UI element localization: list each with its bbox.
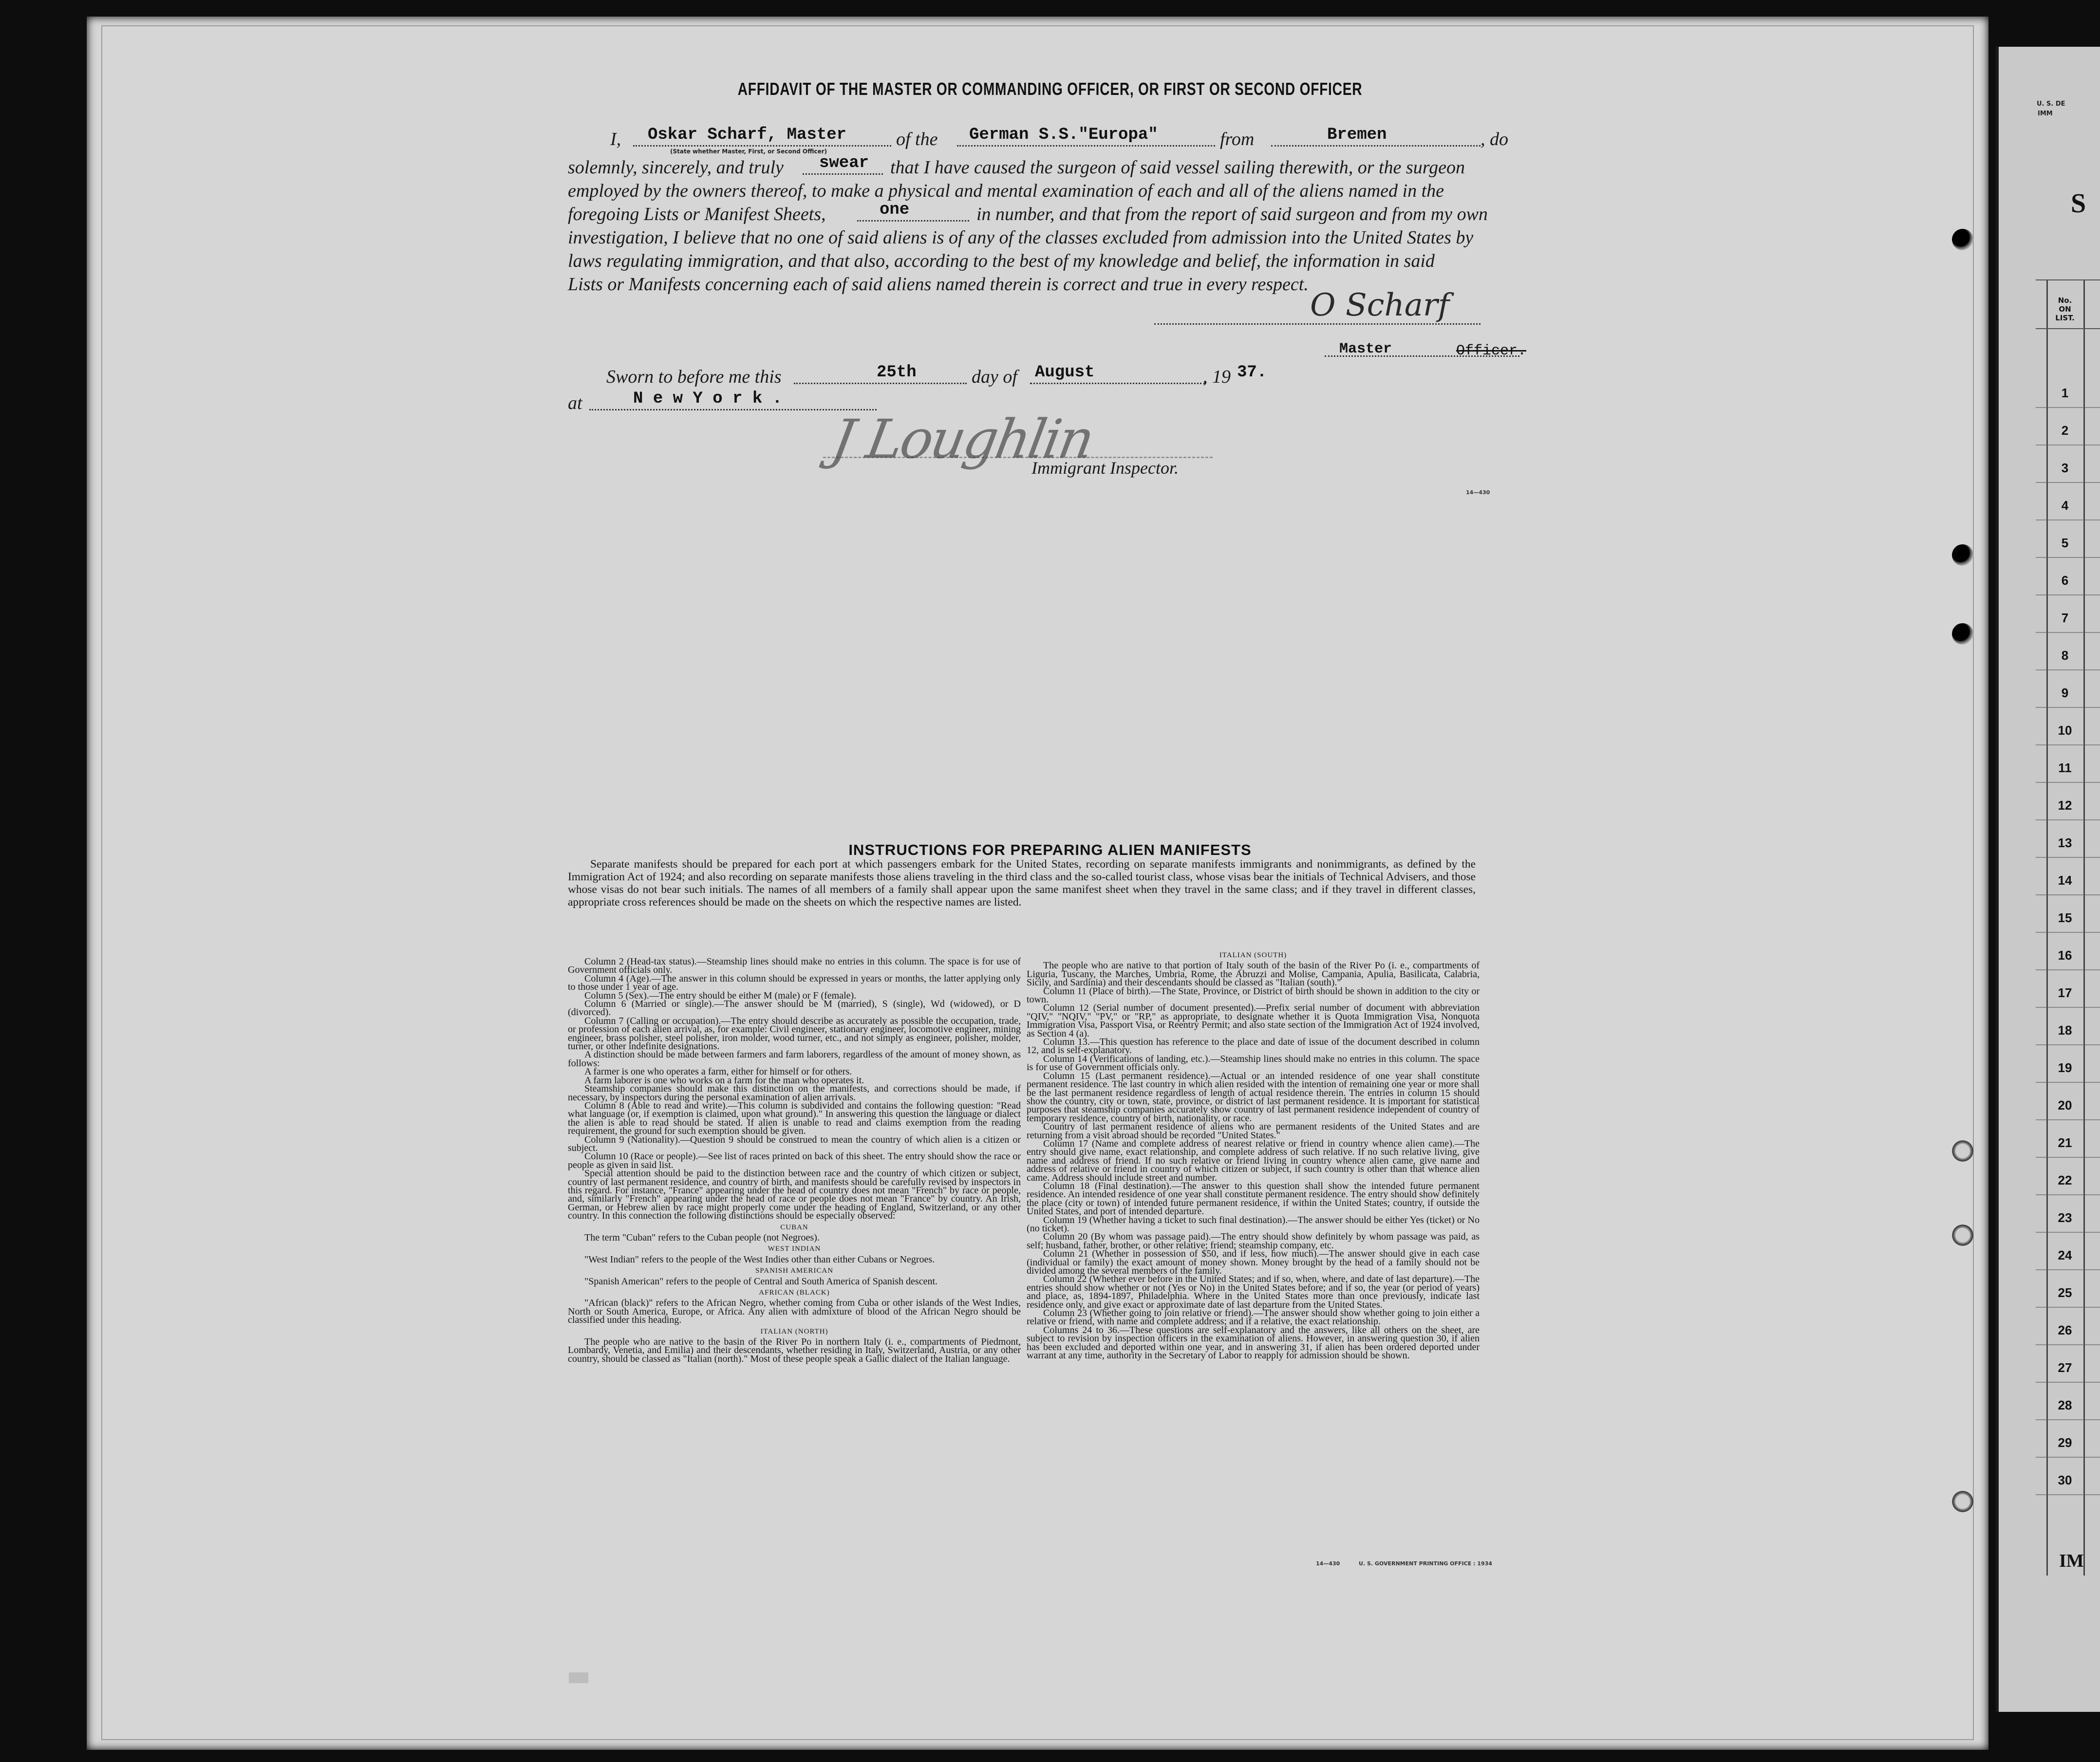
instruction-paragraph: The people who are native to the basin of the River Po in northern Italy (i. e., compartments of Piedmont, Lombardy, Venetia, and Emilia) and their descendants, whether residing in Italy, Switzerland, Austria, or any other country, should be classed as "Italian (north)." Most of these people speak a Gallic dialect of the Italian language. [568, 1336, 1021, 1364]
instruction-paragraph: Column 4 (Age).—The answer in this column should be expressed in years or months, the latter applying only to those under 1 year of age. [568, 973, 1021, 993]
affidavit-title: AFFIDAVIT OF THE MASTER OR COMMANDING OFFICER, OR FIRST OR SECOND OFFICER [737, 79, 1363, 99]
oath-line-2-pre: solemnly, sincerely, and truly [568, 157, 784, 178]
side-row-rule [2036, 1044, 2100, 1045]
affiant-name-line [633, 145, 891, 147]
side-row-number: 30 [2058, 1473, 2072, 1487]
side-row-number: 8 [2061, 648, 2069, 663]
side-column-header [2046, 296, 2083, 322]
oath-line-3: employed by the owners thereof, to make a physical and mental examination of each and all of the aliens named in the [568, 181, 1444, 201]
binder-hole [1952, 1224, 1973, 1246]
instruction-paragraph: A distinction should be made between farmers and farm laborers, regardless of the amount of money shown, as follows: [568, 1049, 1021, 1069]
side-row-number: 18 [2058, 1023, 2072, 1038]
side-row-number: 1 [2061, 386, 2069, 400]
binder-hole [1952, 1491, 1973, 1512]
side-row-rule [2036, 669, 2100, 670]
sworn-day: 25th [877, 363, 917, 382]
instruction-paragraph: Column 17 (Name and complete address of nearest relative or friend in country whence alien came).—The entry should give name, exact relationship, and complete address of such relative. If no such relative living, give name and address of friend. If no such relative or friend living in country whence alien came, give name and address of relative or friend in country of which citizen or subject, if such country is other than that whence alien came. Address should include street and number. [1027, 1138, 1480, 1183]
side-row-rule [2036, 1007, 2100, 1008]
instruction-paragraph: Column 15 (Last permanent residence).—Actual or an intended residence of one year shall constitute permanent residence. The last country in which alien resided with the intention of remaining one year or more shall be the last permanent residence regardless of length of actual residence therein. The entries in column 15 should show the country, city or town, state, province, or district of last permanent residence. It is important for statistical purposes that steamship companies accurately show country of last permanent residence independent of country of temporary residence, country of birth, nationality, or race. [1027, 1070, 1480, 1124]
side-row-number: 17 [2058, 985, 2072, 1000]
side-row-number: 14 [2058, 873, 2072, 888]
side-row-number: 10 [2058, 723, 2072, 738]
side-row-number: 9 [2061, 686, 2069, 700]
instruction-paragraph: Column 8 (Able to read and write).—This column is subdivided and contains the following question: "Read what language (or, if exemption is claimed, upon what ground)." In answering this question the language or dialect the alien is able to read should be stated. If alien is unable to read and claims exemption from the reading requirement, the ground for such exemption should be given. [568, 1100, 1021, 1137]
side-big-letter: S [2071, 188, 2086, 219]
side-row-number: 16 [2058, 948, 2072, 963]
instruction-paragraph: Steamship companies should make this distinction on the manifests, and corrections should be made, if necessary, by inspectors during the personal examination of alien arrivals. [568, 1083, 1021, 1103]
section-heading: WEST INDIAN [768, 1245, 821, 1253]
instruction-paragraph: The people who are native to that portion of Italy south of the basin of the River Po (i. e., compartments of Liguria, Tuscany, the Marches, Umbria, Rome, the Abruzzi and Molise, Campania, Apulia, Basilicata, Calabria, Sicily, and Sardinia) and their descendants should be classed as "Italian (south)." [1027, 960, 1480, 988]
sworn-place: N e w Y o r k . [633, 389, 783, 408]
of-the-label: of the [896, 129, 938, 149]
instruction-paragraph: Column 6 (Married or single).—The answer should be M (married), S (single), Wd (widowed), or D (divorced). [568, 999, 1021, 1018]
instruction-paragraph: Column 13.—This question has reference to the place and date of issue of the document described in column 12, and is self-explanatory. [1027, 1037, 1480, 1056]
side-row-number: 25 [2058, 1285, 2072, 1300]
side-footer-text: IM [2059, 1551, 2084, 1571]
side-row-number: 11 [2058, 760, 2072, 775]
instruction-paragraph: "Spanish American" refers to the people of Central and South America of Spanish descent. [584, 1276, 938, 1287]
oath-line-6: laws regulating immigration, and that also, according to the best of my knowledge and belief, the information in said [568, 251, 1435, 271]
side-row-number: 5 [2061, 536, 2069, 550]
side-row-number: 3 [2061, 461, 2069, 475]
side-header-service: IMM [2038, 110, 2053, 117]
instruction-paragraph: A farm laborer is one who works on a farm for the man who operates it. [584, 1075, 864, 1086]
side-row-rule [2036, 407, 2100, 408]
instruction-paragraph: The term "Cuban" refers to the Cuban people (not Negroes). [584, 1232, 820, 1243]
instructions-intro [568, 858, 1476, 909]
affidavit-form-number: 14—430 [1466, 489, 1490, 496]
page-smudge [569, 1672, 588, 1683]
section-heading: ITALIAN (SOUTH) [1219, 951, 1287, 959]
sworn-month-line [1030, 383, 1205, 384]
section-heading: ITALIAN (NORTH) [760, 1327, 828, 1335]
side-row-number: 26 [2058, 1323, 2072, 1337]
side-header-agency: U. S. DE [2037, 100, 2065, 108]
side-row-rule [2036, 894, 2100, 895]
side-row-number: 13 [2058, 835, 2072, 850]
instructions-right-column [1027, 948, 1480, 1360]
side-row-number: 7 [2061, 611, 2069, 625]
printing-office-line: U. S. GOVERNMENT PRINTING OFFICE : 1934 [1359, 1560, 1492, 1567]
side-row-rule [2036, 1082, 2100, 1083]
side-row-rule [2036, 1119, 2100, 1120]
side-row-rule [2036, 1382, 2100, 1383]
side-row-rule [2036, 1344, 2100, 1345]
sworn-at-label: at [568, 393, 582, 413]
instruction-paragraph: Column 19 (Whether having a ticket to such final destination).—The answer should be either Yes (ticket) or No (no ticket). [1027, 1214, 1480, 1234]
instruction-paragraph: Column 14 (Verifications of landing, etc.).—Steamship lines should make no entries in this column. The space is for use of Government officials only. [1027, 1053, 1480, 1073]
side-row-number: 12 [2058, 798, 2072, 813]
officer-note: (State whether Master, First, or Second Officer) [670, 148, 827, 155]
departure-port: Bremen [1327, 126, 1387, 144]
side-row-rule [2036, 1419, 2100, 1420]
section-heading: SPANISH AMERICAN [755, 1267, 834, 1275]
vessel-line [957, 145, 1215, 147]
section-heading: AFRICAN (BLACK) [759, 1289, 830, 1297]
side-row-number: 27 [2058, 1360, 2072, 1375]
instruction-paragraph: "West Indian" refers to the people of the West Indies other than either Cubans or Negroes. [584, 1254, 935, 1265]
inspector-signature: J Loughlin [827, 408, 1097, 470]
vessel-name: German S.S."Europa" [969, 126, 1158, 144]
oath-line-4-pre: foregoing Lists or Manifest Sheets, [568, 204, 826, 224]
side-row-rule [2036, 707, 2100, 708]
oath-line-4-post: in number, and that from the report of said surgeon and from my own [976, 204, 1488, 224]
sworn-year: 37. [1237, 363, 1267, 382]
side-row-rule [2036, 969, 2100, 970]
side-row-number: 29 [2058, 1435, 2072, 1450]
binder-hole [1952, 229, 1973, 250]
port-line [1271, 145, 1481, 147]
side-row-number: 28 [2058, 1398, 2072, 1412]
side-col-header-1: No. [2058, 296, 2072, 305]
side-row-rule [2036, 557, 2100, 558]
side-row-rule [2036, 1157, 2100, 1158]
instruction-paragraph: Country of last permanent residence of aliens who are permanent residents of the United States and are returning from a visit abroad should be recorded "United States." [1027, 1121, 1480, 1141]
affiant-i: I, [610, 129, 621, 149]
oath-verb: swear [819, 154, 869, 172]
sworn-place-line [589, 409, 877, 410]
sworn-pre: Sworn to before me this [606, 367, 782, 387]
instruction-paragraph: Special attention should be paid to the distinction between race and the country of which citizen or subject, country of last permanent residence, and country of birth, and manifests should be carefully revised by inspectors in this regard. For instance, "France" appearing under the head of country does not mean "French" by race or people, and, similarly "French" appearing under the head of race or people does not mean "France" by country. An Irish, German, or Hebrew alien by race might properly come under the heading of England, Switzerland, or any other country. In this connection the following distinctions should be especially observed: [568, 1168, 1021, 1222]
side-row-rule [2036, 744, 2100, 745]
binder-hole [1952, 544, 1973, 566]
side-row-rule [2036, 1494, 2100, 1495]
side-row-number: 23 [2058, 1210, 2072, 1225]
side-row-rule [2036, 1232, 2100, 1233]
instructions-title: INSTRUCTIONS FOR PREPARING ALIEN MANIFESTS [848, 841, 1252, 858]
side-row-number: 2 [2061, 423, 2069, 438]
side-row-number: 20 [2058, 1098, 2072, 1113]
instruction-paragraph: "African (black)" refers to the African Negro, whether coming from Cuba or other islands of the West Indies, North or South America, Europe, or Africa. Any alien with admixture of blood of the African Negro should be classified under this heading. [568, 1298, 1021, 1326]
master-signature: O Scharf [1310, 287, 1450, 323]
instruction-paragraph: Column 5 (Sex).—The entry should be either M (male) or F (female). [584, 990, 857, 1001]
instruction-paragraph: Columns 24 to 36.—These questions are self-explanatory and the answers, like all others on the sheet, are subject to revision by inspection officers in the examination of aliens. However, in answering question 30, if alien has been excluded and deported within one year, and in answering 31, if alien has been ordered deported under warrant at any time, authority in the Secretary of Labor to reapply for admission should be shown. [1027, 1324, 1480, 1361]
manifest-count: one [880, 201, 910, 219]
manifest-count-line [857, 220, 969, 222]
instruction-paragraph: Column 9 (Nationality).—Question 9 should be construed to mean the country of which alien is a citizen or subject. [568, 1134, 1021, 1153]
side-row-number: 4 [2061, 498, 2069, 513]
master-rank: Master [1339, 341, 1392, 357]
sworn-day-of: day of [972, 367, 1017, 387]
instruction-paragraph: Column 7 (Calling or occupation).—The entry should describe as accurately as possible the occupation, trade, or profession of each alien arrival, as, for example: Civil engineer, stationary engineer, locomotive engineer, mining engineer, brass polisher, steel polisher, iron molder, wood turner, etc., and not simply as engineer, polisher, molder, turner, or other indefinite designations. [568, 1015, 1021, 1052]
master-signature-line [1154, 323, 1481, 325]
sworn-day-line [794, 383, 967, 384]
side-row-rule [2036, 482, 2100, 483]
instructions-form-number: 14—430 [1316, 1560, 1340, 1567]
side-row-number: 6 [2061, 573, 2069, 588]
side-rule-header [2036, 328, 2100, 329]
instructions-left-column [568, 958, 1021, 1363]
side-row-number: 21 [2058, 1135, 2072, 1150]
side-row-rule [2036, 519, 2100, 520]
instruction-paragraph: Column 12 (Serial number of document presented).—Prefix serial number of document with abbreviation "QIV," "NQIV," "PV," or "RP," as appropriate, to designate whether it is Quota Immigration Visa, Nonquota Immigration Visa, Passport Visa, or Reentry Permit; and also state section of the Immigration Act of 1924 involved, as Section 4 (a). [1027, 1002, 1480, 1039]
side-row-number: 15 [2058, 910, 2072, 925]
instruction-paragraph: Column 18 (Final destination).—The answer to this question shall show the intended future permanent residence. An intended residence of one year shall constitute permanent residence. The entry should show definitely the place (city or town) of intended future permanent residence, if within the United States; country, if outside the United States, and port of intended departure. [1027, 1180, 1480, 1217]
side-row-number: 19 [2058, 1060, 2072, 1075]
instruction-paragraph: A farmer is one who operates a farm, either for himself or for others. [584, 1066, 852, 1077]
side-row-number: 22 [2058, 1173, 2072, 1187]
instruction-paragraph: Column 23 (Whether going to join relative or friend).—The answer should show whether going to join either a relative or friend, with name and complete address; and if a relative, the exact relationship. [1027, 1308, 1480, 1327]
side-row-rule [2036, 932, 2100, 933]
sworn-month: August [1035, 363, 1095, 382]
binder-hole [1952, 623, 1973, 645]
oath-line-7: Lists or Manifests concerning each of said aliens named therein is correct and true in every respect. [568, 274, 1309, 295]
side-row-rule [2036, 1307, 2100, 1308]
oath-line-2-post: that I have caused the surgeon of said vessel sailing therewith, or the surgeon [890, 157, 1465, 178]
side-column-line [2083, 280, 2085, 1576]
adjacent-manifest-sheet [1996, 47, 2100, 1712]
inspector-title: Immigrant Inspector. [1031, 458, 1179, 478]
side-row-rule [2036, 1269, 2100, 1270]
side-row-rule [2036, 594, 2100, 595]
oath-line-5: investigation, I believe that no one of said aliens is of any of the classes excluded from admission into the United States by [568, 227, 1474, 248]
do-label: , do [1481, 129, 1508, 149]
side-row-number: 24 [2058, 1248, 2072, 1262]
intro-paragraph: Separate manifests should be prepared for each port at which passengers embark for the United States, recording on separate manifests immigrants and nonimmigrants, as defined by the Immigration Act of 1924; and also recording on separate manifests those aliens traveling in the third class and the so-called tourist class, whose visas bear the initials of Technical Advisers, and those whose visas do not bear such initials. The names of all members of a family shall appear upon the same manifest sheet when they travel in the same class; and if they travel in different classes, appropriate cross references should be made on the sheets on which the respective names are listed. [568, 858, 1476, 909]
side-row-rule [2036, 1194, 2100, 1195]
side-row-rule [2036, 782, 2100, 783]
side-row-rule [2036, 632, 2100, 633]
instruction-paragraph: Column 21 (Whether in possession of $50, and if less, how much).—The answer should give in each case (individual or family) the exact amount of money shown. Money brought by the head of a family should not be divided among the several members of the family. [1027, 1248, 1480, 1277]
side-col-header-2: ON [2059, 305, 2071, 314]
instruction-paragraph: Column 20 (By whom was passage paid).—The entry should show definitely by whom passage was paid, as self; husband, father, brother, or other relative; friend; steamship company, etc. [1027, 1231, 1480, 1251]
side-row-rule [2036, 1457, 2100, 1458]
instruction-paragraph: Column 11 (Place of birth).—The State, Province, or District of birth should be shown in addition to the city or town. [1027, 985, 1480, 1005]
side-row-rule [2036, 857, 2100, 858]
instruction-paragraph: Column 22 (Whether ever before in the United States; and if so, when, where, and date of last departure).—The entries should show whether or not (Yes or No) in the United States before; and if so, the year (or period of years) and place, as, 1894-1897, Philadelphia. Where in the United States more than once previously, indicate last residence only, and give exact or approximate date of last departure from the United States. [1027, 1274, 1480, 1310]
side-col-header-3: LIST. [2055, 314, 2075, 322]
sworn-year-prefix: , 19 [1203, 367, 1231, 387]
master-rank-line [1325, 355, 1519, 357]
affiant-name: Oskar Scharf, Master [648, 126, 847, 144]
instruction-paragraph: Column 10 (Race or people).—See list of races printed on back of this sheet. The entry should show the race or people as given in said list. [568, 1151, 1021, 1170]
side-row-rule [2036, 819, 2100, 820]
instruction-paragraph: Column 2 (Head-tax status).—Steamship lines should make no entries in this column. The space is for use of Government officials only. [568, 956, 1021, 976]
officer-struck: Officer. [1456, 343, 1527, 359]
section-heading: CUBAN [780, 1223, 808, 1231]
oath-verb-line [803, 173, 883, 175]
side-rule-top [2036, 279, 2100, 280]
from-label: from [1220, 129, 1255, 149]
binder-hole [1952, 1140, 1973, 1162]
